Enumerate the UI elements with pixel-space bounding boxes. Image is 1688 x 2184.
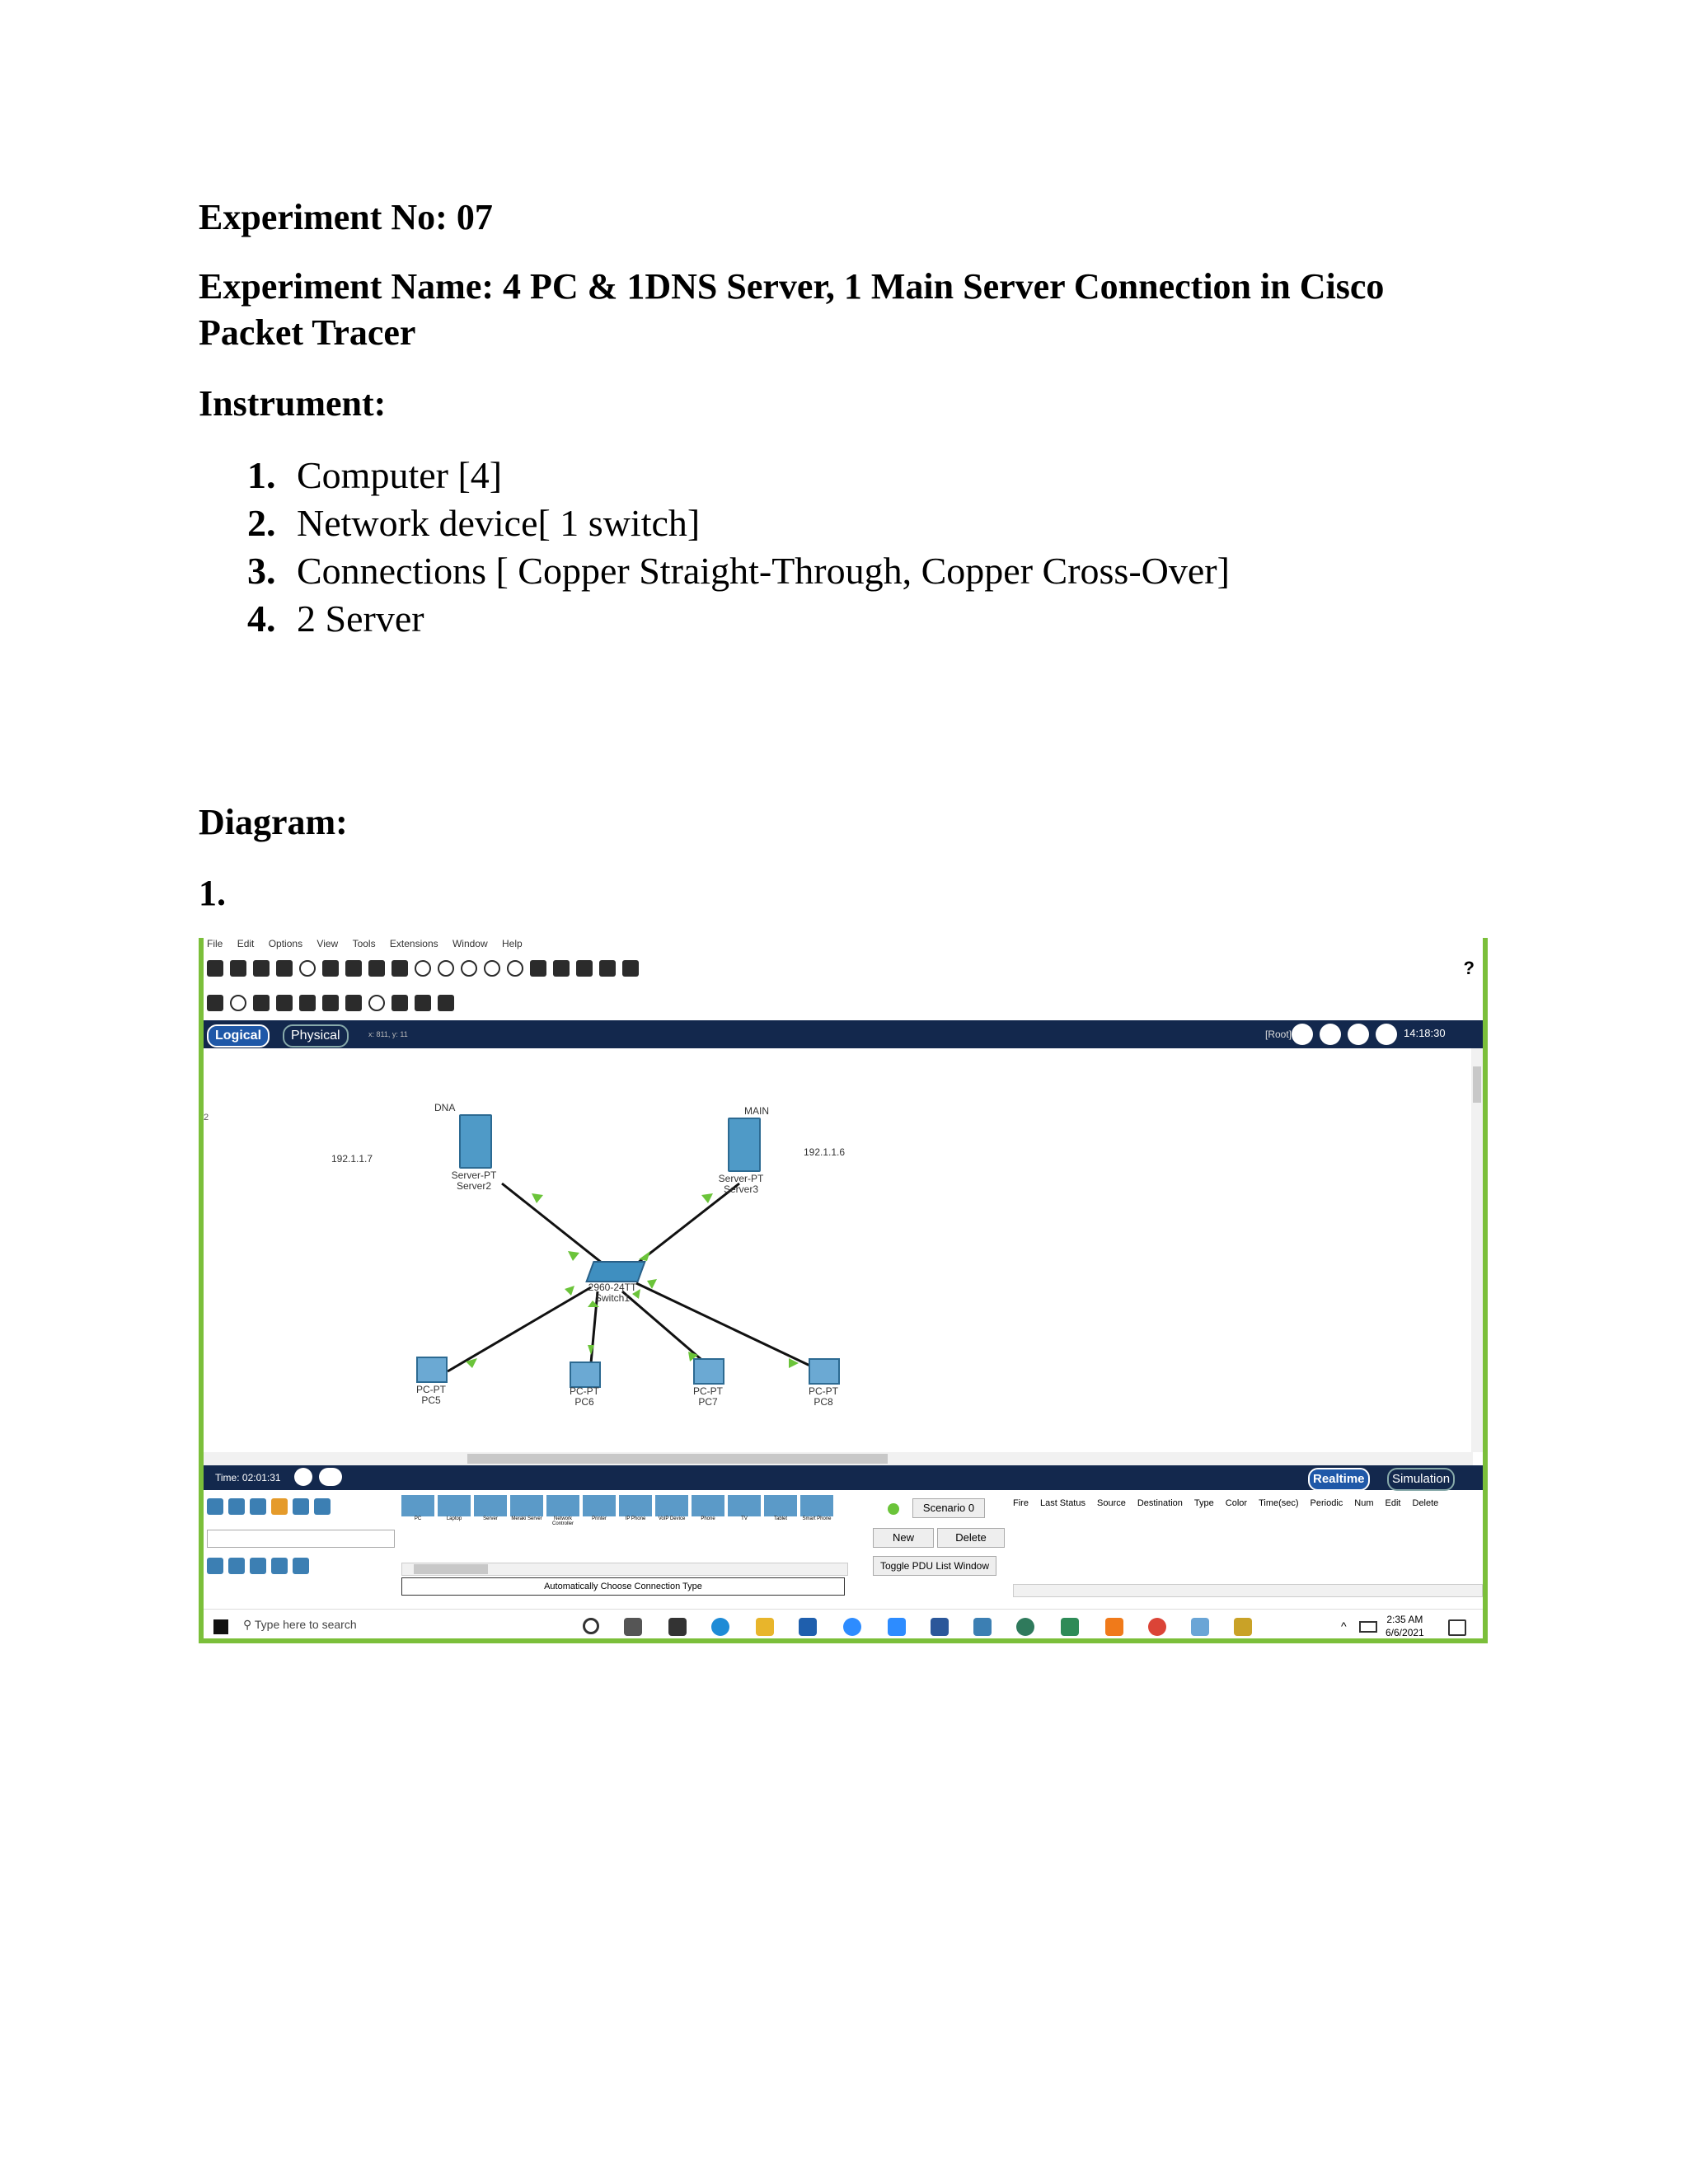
palette-scrollbar[interactable] <box>401 1563 848 1576</box>
pc5-name: PC5 <box>421 1394 441 1406</box>
diagram-heading: Diagram: <box>199 802 348 842</box>
realtime-toggle[interactable]: Realtime <box>1308 1468 1370 1491</box>
link-status-up-icon <box>639 1251 650 1261</box>
home-icon[interactable] <box>228 1558 245 1574</box>
device-tv[interactable]: TV <box>728 1495 761 1531</box>
device-server[interactable]: Server <box>474 1495 507 1531</box>
pc6-model: PC-PT <box>570 1385 599 1397</box>
device-subcategory-row <box>207 1558 388 1582</box>
app-icon[interactable] <box>1016 1618 1034 1636</box>
tab-physical[interactable]: Physical <box>283 1024 349 1047</box>
connections-icon[interactable] <box>271 1498 288 1515</box>
link-server3-switch[interactable] <box>634 1183 739 1266</box>
windows-start-icon[interactable] <box>213 1619 228 1634</box>
pc5-model: PC-PT <box>416 1384 446 1395</box>
pc8-label <box>800 1386 846 1408</box>
server2-label <box>448 1170 500 1192</box>
inspect-icon[interactable] <box>230 995 246 1011</box>
main-title-label: MAIN <box>744 1105 769 1117</box>
vertical-scrollbar[interactable] <box>1471 1048 1483 1452</box>
list-item <box>247 547 1230 595</box>
item-number: 3. <box>247 550 276 592</box>
device-pc[interactable]: PC <box>401 1495 434 1531</box>
misc-icon[interactable] <box>293 1498 309 1515</box>
cloud-icon[interactable] <box>1320 1024 1341 1045</box>
fast-forward-icon[interactable] <box>319 1468 342 1486</box>
complex-pdu-icon[interactable] <box>438 995 454 1011</box>
server3-name: Server3 <box>723 1183 759 1195</box>
connection-type-caption: Automatically Choose Connection Type <box>401 1577 845 1596</box>
device-tablet[interactable]: Tablet <box>764 1495 797 1531</box>
pc7-label <box>685 1386 731 1408</box>
server3-label <box>715 1174 767 1195</box>
camtasia-icon[interactable] <box>1061 1618 1079 1636</box>
scrollbar-thumb[interactable] <box>467 1454 888 1464</box>
scenario-select[interactable]: Scenario 0 <box>912 1498 985 1518</box>
search-placeholder: Type here to search <box>254 1618 357 1631</box>
pdu-list-scrollbar[interactable] <box>1013 1584 1483 1597</box>
task-view-icon[interactable] <box>624 1618 642 1636</box>
components-icon[interactable] <box>250 1498 266 1515</box>
coordinates-readout: x: 811, y: 11 <box>368 1030 408 1038</box>
menu-edit[interactable]: Edit <box>237 938 255 949</box>
industrial-icon[interactable] <box>271 1558 288 1574</box>
app-icon[interactable] <box>1234 1618 1252 1636</box>
end-devices-icon[interactable] <box>228 1498 245 1515</box>
switch-name: Switch1 <box>594 1292 631 1304</box>
menu-bar <box>204 938 1483 954</box>
switch-label <box>579 1282 645 1304</box>
edge-mark: 2 <box>204 1113 209 1122</box>
list-item <box>247 452 1230 499</box>
item-text: Computer [4] <box>297 454 503 496</box>
column-last-status: Last Status <box>1039 1498 1085 1508</box>
clock-date: 6/6/2021 <box>1386 1627 1424 1638</box>
list-item <box>247 595 1230 643</box>
palette-scroll-thumb[interactable] <box>414 1564 488 1574</box>
drawing-palette-icon[interactable] <box>530 960 546 977</box>
column-periodic: Periodic <box>1310 1498 1343 1508</box>
cortana-icon[interactable] <box>583 1618 599 1634</box>
windows-taskbar <box>204 1609 1483 1643</box>
wizard-icon[interactable] <box>322 960 339 977</box>
pc7-device-icon[interactable] <box>693 1358 724 1385</box>
packet-tracer-icon[interactable] <box>973 1618 992 1636</box>
video-app-icon[interactable] <box>888 1618 906 1636</box>
pc5-device-icon[interactable] <box>416 1357 448 1383</box>
link-status-up-icon <box>532 1193 543 1203</box>
tray-chevron-icon[interactable]: ^ <box>1341 1619 1347 1633</box>
link-status-up-icon <box>701 1193 713 1203</box>
navigation-icon[interactable] <box>1348 1024 1369 1045</box>
device-palette <box>401 1495 846 1531</box>
list-item <box>247 499 1230 547</box>
pc8-model: PC-PT <box>809 1385 838 1397</box>
pc8-name: PC8 <box>814 1396 833 1408</box>
item-text: Connections [ Copper Straight-Through, Copper Cross-Over] <box>297 550 1230 592</box>
smart-city-icon[interactable] <box>250 1558 266 1574</box>
undo-icon[interactable] <box>415 960 431 977</box>
image-icon[interactable] <box>622 960 639 977</box>
line-icon[interactable] <box>322 995 339 1011</box>
tab-logical[interactable]: Logical <box>207 1024 270 1047</box>
switch-device-icon[interactable] <box>585 1261 645 1282</box>
root-label: [Root] <box>1265 1029 1292 1040</box>
horizontal-scrollbar[interactable] <box>204 1452 1473 1465</box>
device-smart-phone[interactable]: Smart Phone <box>800 1495 833 1531</box>
item-text: 2 Server <box>297 598 424 640</box>
edge-browser-icon[interactable] <box>711 1618 729 1636</box>
xampp-icon[interactable] <box>1105 1618 1123 1636</box>
back-icon[interactable] <box>1292 1024 1313 1045</box>
server3-device-icon[interactable] <box>728 1118 761 1172</box>
delete-icon[interactable] <box>253 995 270 1011</box>
menu-window[interactable]: Window <box>452 938 488 949</box>
taskbar-clock[interactable] <box>1386 1613 1424 1639</box>
link-status-up-icon <box>565 1286 574 1296</box>
resize-icon[interactable] <box>276 995 293 1011</box>
pc5-label <box>408 1385 454 1406</box>
server2-ip-label: 192.1.1.7 <box>331 1153 373 1165</box>
info-icon[interactable] <box>299 960 316 977</box>
save-icon[interactable] <box>253 960 270 977</box>
menu-options[interactable]: Options <box>268 938 303 949</box>
freeform-icon[interactable] <box>392 995 408 1011</box>
column-edit: Edit <box>1385 1498 1401 1508</box>
pdu-list-header <box>1013 1498 1488 1508</box>
copy-icon[interactable] <box>368 960 385 977</box>
link-status-up-icon <box>647 1279 657 1289</box>
column-delete: Delete <box>1412 1498 1439 1508</box>
time-readout: Time: 02:01:31 <box>215 1472 281 1483</box>
link-server2-switch[interactable] <box>502 1183 606 1266</box>
instrument-list <box>247 452 1230 643</box>
item-text: Network device[ 1 switch] <box>297 502 701 544</box>
redo-icon[interactable] <box>438 960 454 977</box>
device-ip-phone[interactable]: IP Phone <box>619 1495 652 1531</box>
menu-file[interactable]: File <box>207 938 223 949</box>
bottom-panel <box>204 1465 1483 1643</box>
workspace-bar <box>204 1020 1483 1048</box>
toggle-pdu-list-button[interactable]: Toggle PDU List Window <box>873 1556 996 1576</box>
zoom-reset-icon[interactable] <box>484 960 500 977</box>
scenario-status-icon <box>888 1503 899 1515</box>
dns-title-label: DNA <box>434 1102 456 1113</box>
note-icon[interactable] <box>299 995 316 1011</box>
device-category-row <box>207 1498 388 1523</box>
multiuser-icon[interactable] <box>314 1498 331 1515</box>
device-search-box[interactable] <box>207 1530 395 1548</box>
paste-icon[interactable] <box>392 960 408 977</box>
item-number: 1. <box>247 454 276 496</box>
new-file-icon[interactable] <box>207 960 223 977</box>
chrome-icon[interactable] <box>1148 1618 1166 1636</box>
custom-device-icon[interactable] <box>553 960 570 977</box>
column-color: Color <box>1225 1498 1248 1508</box>
pc6-label <box>561 1386 607 1408</box>
open-folder-icon[interactable] <box>230 960 246 977</box>
server2-device-icon[interactable] <box>459 1114 492 1169</box>
simulation-toggle[interactable]: Simulation <box>1387 1468 1455 1491</box>
taskbar-search[interactable] <box>243 1618 357 1632</box>
menu-extensions[interactable]: Extensions <box>389 938 438 949</box>
server2-name: Server2 <box>456 1180 492 1192</box>
zoom-in-icon[interactable] <box>461 960 477 977</box>
zoom-out-icon[interactable] <box>507 960 523 977</box>
item-number: 2. <box>247 502 276 544</box>
packet-tracer-screenshot <box>199 938 1488 1643</box>
pc6-device-icon[interactable] <box>570 1361 601 1388</box>
menu-view[interactable]: View <box>316 938 339 949</box>
experiment-name-line1: Experiment Name: 4 PC & 1DNS Server, 1 Main Server Connection in Cisco <box>199 266 1385 307</box>
mail-icon[interactable] <box>799 1618 817 1636</box>
column-source: Source <box>1097 1498 1126 1508</box>
device-voip-device[interactable]: VoIP Device <box>655 1495 688 1531</box>
device-phone[interactable]: Phone <box>692 1495 724 1531</box>
link-switch-pc5[interactable] <box>448 1287 591 1371</box>
end-device-subcategory-icon[interactable] <box>207 1558 223 1574</box>
power-cycle-icon[interactable] <box>294 1468 312 1486</box>
experiment-name-line2: Packet Tracer <box>199 312 416 353</box>
word-icon[interactable] <box>931 1618 949 1636</box>
column-destination: Destination <box>1137 1498 1183 1508</box>
network-info-icon[interactable] <box>345 960 362 977</box>
server2-model: Server-PT <box>451 1169 497 1181</box>
main-toolbar <box>207 956 639 981</box>
item-number: 4. <box>247 598 276 640</box>
pc6-name: PC6 <box>574 1396 594 1408</box>
environment-icon[interactable] <box>1376 1024 1397 1045</box>
help-icon[interactable]: ? <box>1463 958 1475 978</box>
battery-icon <box>1359 1621 1377 1633</box>
column-num: Num <box>1354 1498 1374 1508</box>
vscroll-thumb[interactable] <box>1473 1066 1481 1103</box>
device-meraki-server[interactable]: Meraki Server <box>510 1495 543 1531</box>
pc7-name: PC7 <box>698 1396 718 1408</box>
print-icon[interactable] <box>276 960 293 977</box>
menu-help[interactable]: Help <box>502 938 523 949</box>
paint-icon[interactable] <box>1191 1618 1209 1636</box>
column-type: Type <box>1193 1498 1214 1508</box>
server3-model: Server-PT <box>718 1173 764 1184</box>
rectangle-icon[interactable] <box>345 995 362 1011</box>
store-icon[interactable] <box>668 1618 687 1636</box>
zoom-icon[interactable] <box>843 1618 861 1636</box>
clock-time: 2:35 AM <box>1386 1614 1423 1625</box>
link-status-up-icon <box>568 1251 579 1261</box>
clock-readout: 14:18:30 <box>1404 1027 1446 1039</box>
edit-toolbar <box>207 991 454 1015</box>
device-network-controller[interactable]: Network Controller <box>546 1495 579 1531</box>
column-time: Time(sec) <box>1259 1498 1299 1508</box>
select-icon[interactable] <box>207 995 223 1011</box>
delete-scenario-button[interactable]: Delete <box>937 1528 1005 1548</box>
file-explorer-icon[interactable] <box>756 1618 774 1636</box>
viewport-icon[interactable] <box>576 960 593 977</box>
experiment-number: Experiment No: 07 <box>199 197 493 237</box>
menu-tools[interactable]: Tools <box>352 938 376 949</box>
switch-model: 2960-24TT <box>588 1282 637 1293</box>
power-grid-icon[interactable] <box>293 1558 309 1574</box>
column-fire: Fire <box>1013 1498 1029 1508</box>
pc7-model: PC-PT <box>693 1385 723 1397</box>
new-scenario-button[interactable]: New <box>873 1528 934 1548</box>
network-devices-icon[interactable] <box>207 1498 223 1515</box>
notification-icon[interactable] <box>1448 1619 1466 1636</box>
instrument-heading: Instrument: <box>199 383 387 424</box>
device-laptop[interactable]: Laptop <box>438 1495 471 1531</box>
search-icon: ⚲ <box>243 1618 255 1631</box>
simple-pdu-icon[interactable] <box>415 995 431 1011</box>
cluster-icon[interactable] <box>599 960 616 977</box>
diagram-number: 1. <box>199 873 226 913</box>
device-printer[interactable]: Printer <box>583 1495 616 1531</box>
ellipse-icon[interactable] <box>368 995 385 1011</box>
server3-ip-label: 192.1.1.6 <box>804 1146 846 1158</box>
time-bar <box>204 1465 1483 1490</box>
pc8-device-icon[interactable] <box>809 1358 840 1385</box>
